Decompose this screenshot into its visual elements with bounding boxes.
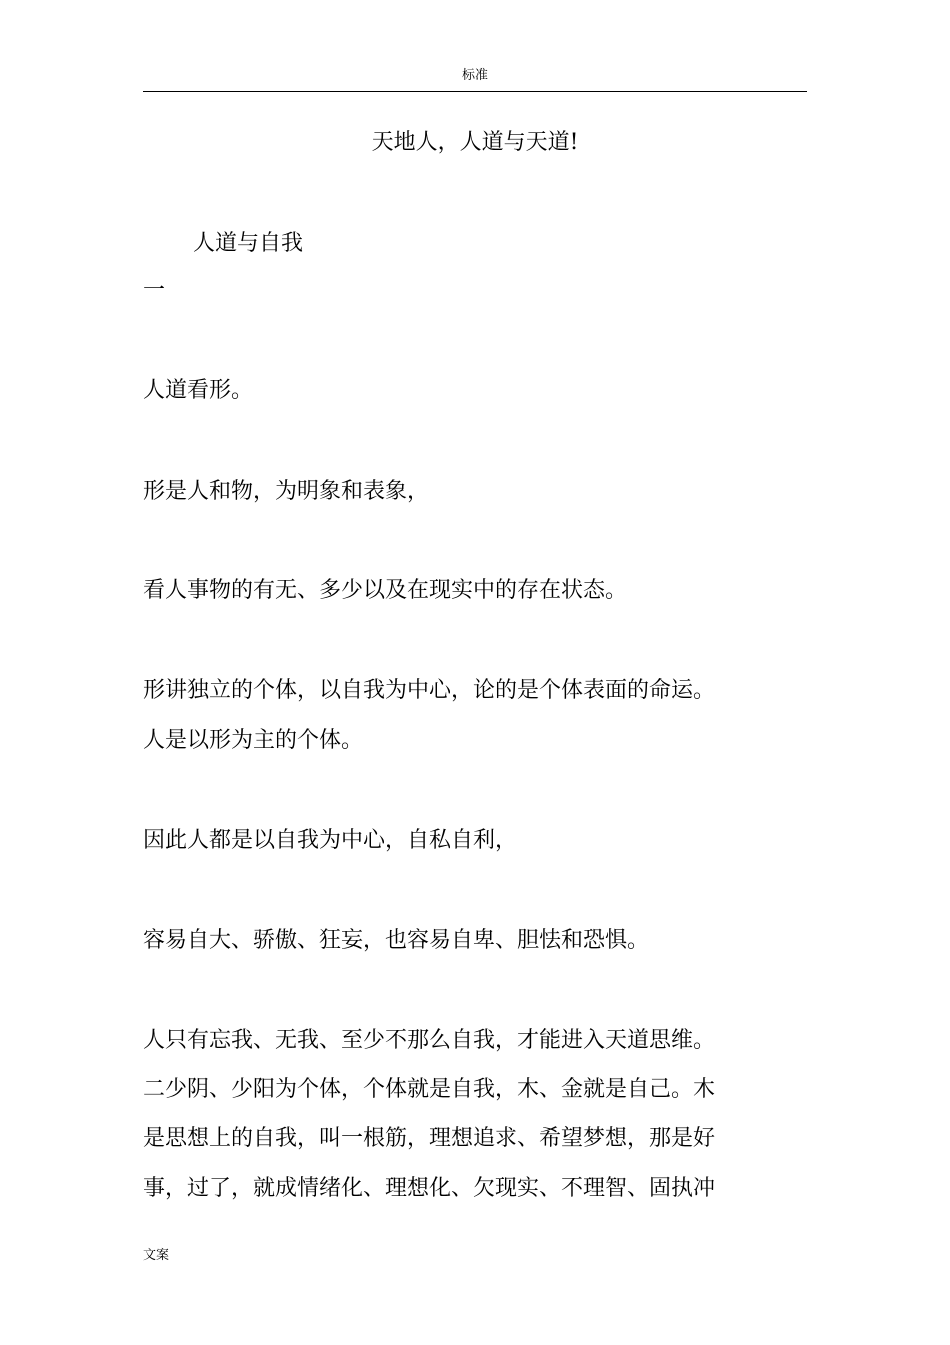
body-line: 因此人都是以自我为中心，自私自利，: [143, 828, 518, 853]
page-header-label: 标准: [461, 68, 488, 83]
header-divider: [143, 91, 807, 92]
body-line: 看人事物的有无、多少以及在现实中的存在状态。: [143, 578, 628, 603]
document-title: 天地人，人道与天道!: [371, 130, 579, 155]
body-line: 人只有忘我、无我、至少不那么自我，才能进入天道思维。: [143, 1028, 716, 1053]
body-line: 容易自大、骄傲、狂妄，也容易自卑、胆怯和恐惧。: [143, 928, 650, 953]
body-line: 是思想上的自我，叫一根筋，理想追求、希望梦想，那是好: [143, 1126, 716, 1151]
page-footer-label: 文案: [143, 1248, 170, 1263]
body-line: 二少阴、少阳为个体，个体就是自我，木、金就是自己。木: [143, 1077, 716, 1102]
body-line: 人道看形。: [143, 378, 254, 403]
section-marker: 一: [143, 278, 166, 303]
body-line: 形是人和物，为明象和表象，: [143, 479, 430, 504]
body-line: 事，过了，就成情绪化、理想化、欠现实、不理智、固执冲: [143, 1176, 716, 1201]
body-line: 人是以形为主的个体。: [143, 728, 364, 753]
body-line: 形讲独立的个体，以自我为中心，论的是个体表面的命运。: [143, 678, 716, 703]
section-subtitle: 人道与自我: [193, 231, 304, 256]
